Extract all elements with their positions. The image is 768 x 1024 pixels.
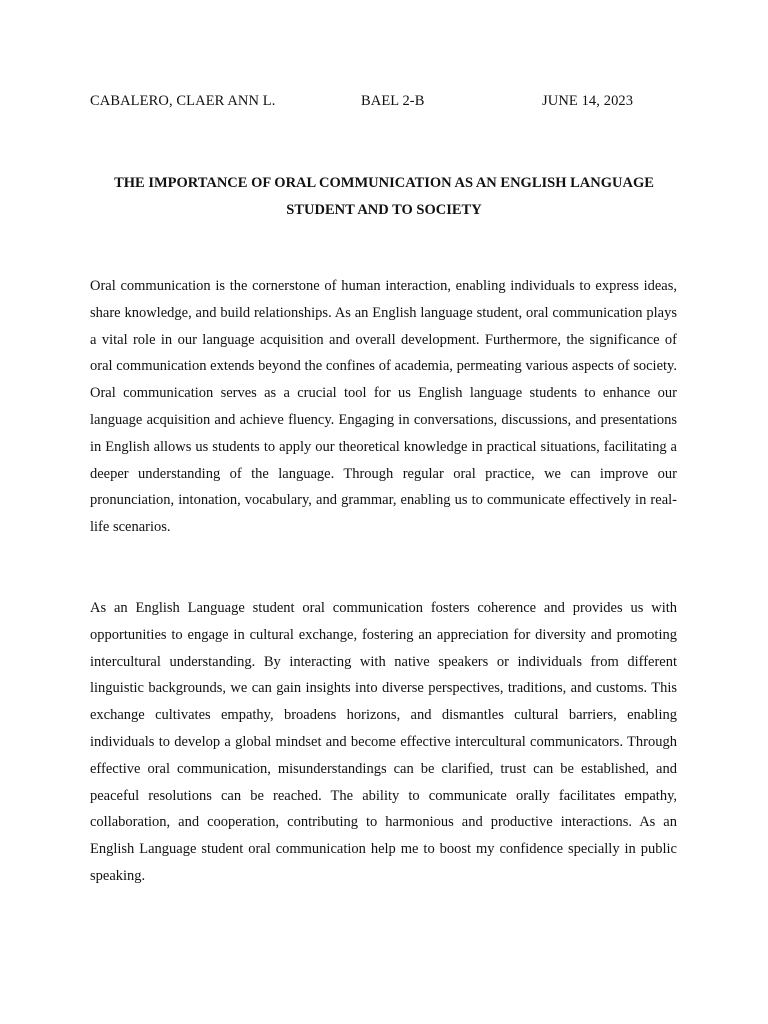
body-paragraph-1: Oral communication is the cornerstone of human interaction, enabling individuals to express ideas, share knowledge, and build relationships. As an English language student, oral communication plays a vital role in our language acquisition and overall development. Furthermore, the significance of oral communication extends beyond the confines of academia, permeating various aspects of society. Oral communication serves as a crucial tool for us English language students to enhance our language acquisition and achieve fluency. Engaging in conversations, discussions, and presentations in English allows us students to apply our theoretical knowledge in practical situations, facilitating a deeper understanding of the language. Through regular oral practice, we can improve our pronunciation, intonation, vocabulary, and grammar, enabling us to communicate effectively in real-life scenarios. (90, 278, 677, 536)
student-name: CABALERO, CLAER ANN L. (90, 93, 276, 109)
essay-title (90, 170, 678, 224)
document-date: JUNE 14, 2023 (542, 93, 634, 109)
document-header (90, 93, 680, 113)
essay-title-line-1: THE IMPORTANCE OF ORAL COMMUNICATION AS AN ENGLISH LANGUAGE (114, 175, 654, 191)
body-paragraph-2: As an English Language student oral communication fosters coherence and provides us with opportunities to engage in cultural exchange, fostering an appreciation for diversity and promoting intercultural understanding. By interacting with native speakers or individuals from different linguistic backgrounds, we can gain insights into diverse perspectives, traditions, and customs. This exchange cultivates empathy, broadens horizons, and dismantles cultural barriers, enabling individuals to develop a global mindset and become effective intercultural communicators. Through effective oral communication, misunderstandings can be clarified, trust can be established, and peaceful resolutions can be reached. The ability to communicate orally facilitates empathy, collaboration, and cooperation, contributing to harmonious and productive interactions. As an English Language student oral communication help me to boost my confidence specially in public speaking. (90, 600, 677, 884)
course-section: BAEL 2-B (361, 93, 425, 109)
essay-title-line-2: STUDENT AND TO SOCIETY (286, 202, 482, 218)
